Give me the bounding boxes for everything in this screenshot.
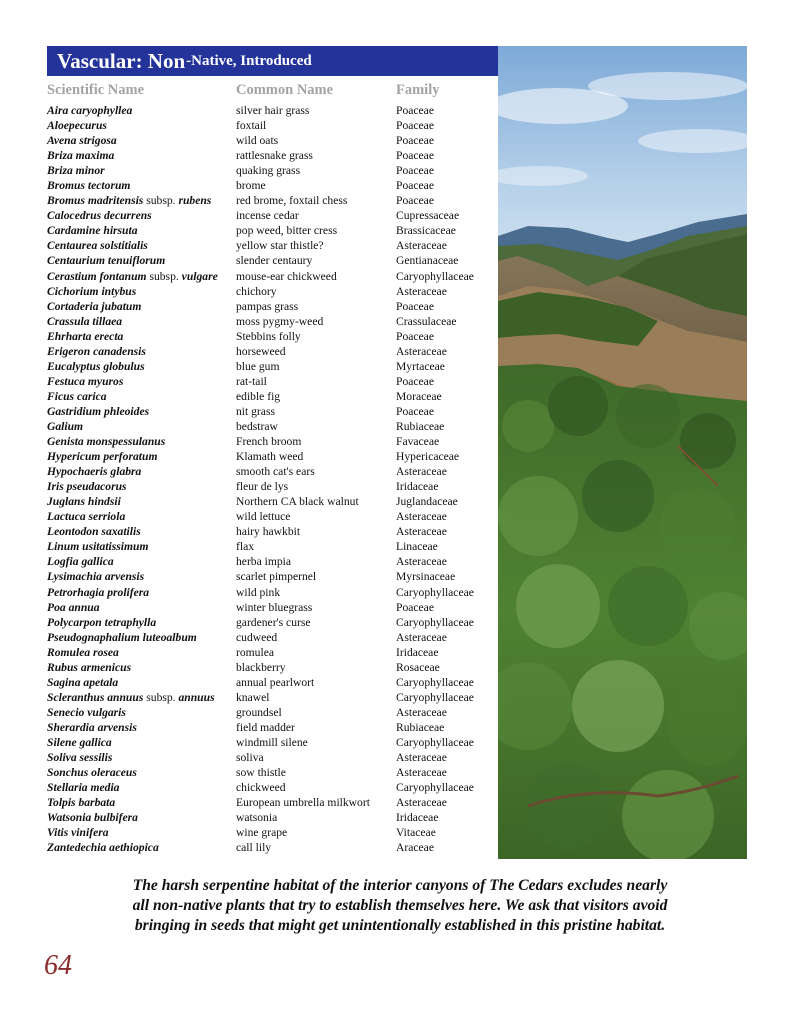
family-name: Caryophyllaceae xyxy=(396,781,474,795)
scientific-name xyxy=(47,690,215,705)
table-row xyxy=(0,208,498,223)
table-row xyxy=(0,509,498,524)
table-row xyxy=(0,825,498,840)
scientific-name xyxy=(47,133,117,148)
table-row xyxy=(0,103,498,118)
table-row xyxy=(0,720,498,735)
common-name: incense cedar xyxy=(236,209,299,223)
scientific-name-text: Gastridium phleoides xyxy=(47,404,150,418)
family-name: Myrtaceae xyxy=(396,359,445,373)
family-name: Iridaceae xyxy=(396,645,439,659)
caption-line: The harsh serpentine habitat of the interior canyons of The Cedars excludes nearly xyxy=(132,877,668,894)
table-row xyxy=(0,133,498,148)
section-subtitle: -Native, Introduced xyxy=(186,52,312,69)
family-name: Poaceae xyxy=(396,600,434,614)
scientific-name xyxy=(47,585,149,600)
scientific-name xyxy=(47,645,119,660)
common-name: bedstraw xyxy=(236,419,278,433)
common-name: soliva xyxy=(236,751,264,765)
table-row xyxy=(0,660,498,675)
family-name: Asteraceae xyxy=(396,465,447,479)
subspecies-marker: subsp. xyxy=(143,194,179,208)
family-name: Poaceae xyxy=(396,134,434,148)
scientific-name xyxy=(47,615,156,630)
family-name: Crassulaceae xyxy=(396,314,457,328)
common-name: European umbrella milkwort xyxy=(236,796,370,810)
table-row xyxy=(0,163,498,178)
table-row xyxy=(0,494,498,509)
scientific-name-text: Logfia gallica xyxy=(47,555,114,569)
table-row xyxy=(0,193,498,208)
scientific-name-text: Bromus madritensis xyxy=(47,194,144,208)
common-name: scarlet pimpernel xyxy=(236,570,317,584)
family-name: Moraceae xyxy=(396,389,442,403)
common-name: sow thistle xyxy=(236,766,286,780)
family-name: Cupressaceae xyxy=(396,209,460,223)
scientific-name-text: Cichorium intybus xyxy=(47,284,137,298)
species-table xyxy=(0,103,498,855)
scientific-name-text: Linum usitatissimum xyxy=(47,540,149,554)
scientific-name-text: Hypochaeris glabra xyxy=(47,465,142,479)
common-name: windmill silene xyxy=(236,735,308,749)
scientific-name xyxy=(47,795,115,810)
scientific-name xyxy=(47,269,218,284)
section-header xyxy=(47,46,498,76)
family-name: Asteraceae xyxy=(396,796,447,810)
scientific-name-text: Eucalyptus globulus xyxy=(47,359,145,373)
table-row xyxy=(0,795,498,810)
scientific-name-text: Juglans hindsii xyxy=(47,495,121,509)
subspecies-name: annuus xyxy=(178,690,215,704)
scientific-name xyxy=(47,630,197,645)
common-name: pop weed, bitter cress xyxy=(236,224,338,238)
family-name: Iridaceae xyxy=(396,480,439,494)
family-name: Asteraceae xyxy=(396,705,447,719)
table-row xyxy=(0,645,498,660)
scientific-name-text: Polycarpon tetraphylla xyxy=(47,615,157,629)
family-name: Poaceae xyxy=(396,149,434,163)
scientific-name-text: Briza minor xyxy=(47,164,105,178)
family-name: Asteraceae xyxy=(396,525,447,539)
table-row xyxy=(0,780,498,795)
family-name: Poaceae xyxy=(396,164,434,178)
common-name: call lily xyxy=(236,841,272,855)
table-row xyxy=(0,750,498,765)
table-row xyxy=(0,810,498,825)
family-name: Asteraceae xyxy=(396,284,447,298)
scientific-name xyxy=(47,238,148,253)
common-name: chichory xyxy=(236,284,277,298)
scientific-name-text: Silene gallica xyxy=(47,735,112,749)
family-name: Poaceae xyxy=(396,194,434,208)
family-name: Poaceae xyxy=(396,329,434,343)
table-row xyxy=(0,539,498,554)
scientific-name xyxy=(47,374,123,389)
family-name: Rubiaceae xyxy=(396,419,445,433)
common-name: wine grape xyxy=(236,826,288,840)
scientific-name xyxy=(47,600,100,615)
scientific-name-text: Ficus carica xyxy=(47,389,107,403)
subspecies-name: vulgare xyxy=(181,269,218,283)
scientific-name xyxy=(47,524,141,539)
table-row xyxy=(0,404,498,419)
scientific-name-text: Briza maxima xyxy=(47,149,115,163)
scientific-name-text: Scleranthus annuus xyxy=(47,690,144,704)
common-name: blackberry xyxy=(236,660,286,674)
table-row xyxy=(0,675,498,690)
family-name: Caryophyllaceae xyxy=(396,735,474,749)
scientific-name xyxy=(47,299,141,314)
scientific-name-text: Centaurium tenuiflorum xyxy=(47,254,166,268)
family-name: Asteraceae xyxy=(396,239,447,253)
scientific-name xyxy=(47,208,152,223)
table-row xyxy=(0,449,498,464)
table-row xyxy=(0,585,498,600)
scientific-name-text: Cortaderia jubatum xyxy=(47,299,142,313)
family-name: Asteraceae xyxy=(396,344,447,358)
scientific-name xyxy=(47,825,109,840)
scientific-name-text: Aloepecurus xyxy=(47,119,107,133)
scientific-name-text: Pseudognaphalium luteoalbum xyxy=(47,630,197,644)
family-name: Caryophyllaceae xyxy=(396,615,474,629)
table-row xyxy=(0,223,498,238)
common-name: horseweed xyxy=(236,344,286,358)
scientific-name xyxy=(47,329,123,344)
caption xyxy=(60,876,740,936)
scientific-name xyxy=(47,359,145,374)
table-row xyxy=(0,705,498,720)
table-row xyxy=(0,344,498,359)
landscape-photo xyxy=(498,46,747,859)
scientific-name xyxy=(47,569,144,584)
common-name: gardener's curse xyxy=(236,615,311,629)
common-name: cudweed xyxy=(236,630,278,644)
scientific-name-text: Leontodon saxatilis xyxy=(47,525,141,539)
common-name: rat-tail xyxy=(236,374,267,388)
scientific-name xyxy=(47,178,130,193)
table-row xyxy=(0,630,498,645)
family-name: Favaceae xyxy=(396,435,440,449)
common-name: edible fig xyxy=(236,389,281,403)
landscape-photo-illustration xyxy=(498,46,747,859)
common-name: fleur de lys xyxy=(236,480,289,494)
common-name: knawel xyxy=(236,690,270,704)
scientific-name-text: Bromus tectorum xyxy=(47,179,131,193)
family-name: Gentianaceae xyxy=(396,254,459,268)
common-name: groundsel xyxy=(236,705,282,719)
family-name: Poaceae xyxy=(396,374,434,388)
family-name: Caryophyllaceae xyxy=(396,269,474,283)
scientific-name-text: Petrorhagia prolifera xyxy=(47,585,150,599)
common-name: hairy hawkbit xyxy=(236,525,301,539)
scientific-name xyxy=(47,118,107,133)
scientific-name-text: Soliva sessilis xyxy=(47,751,113,765)
common-name: winter bluegrass xyxy=(236,600,313,614)
scientific-name xyxy=(47,750,112,765)
common-name: French broom xyxy=(236,435,302,449)
table-row xyxy=(0,314,498,329)
table-row xyxy=(0,253,498,268)
common-name: field madder xyxy=(236,720,295,734)
scientific-name-text: Centaurea solstitialis xyxy=(47,239,148,253)
table-row xyxy=(0,765,498,780)
family-name: Caryophyllaceae xyxy=(396,585,474,599)
scientific-name-text: Aira caryophyllea xyxy=(47,104,133,117)
table-row xyxy=(0,600,498,615)
common-name: wild lettuce xyxy=(236,510,291,524)
table-row xyxy=(0,419,498,434)
table-row xyxy=(0,434,498,449)
table-row xyxy=(0,735,498,750)
common-name: foxtail xyxy=(236,119,267,133)
common-name: slender centaury xyxy=(236,254,313,268)
family-name: Rosaceae xyxy=(396,660,440,674)
scientific-name-text: Iris pseudacorus xyxy=(47,480,127,494)
scientific-name xyxy=(47,720,137,735)
scientific-name-text: Sherardia arvensis xyxy=(47,720,137,734)
scientific-name-text: Ehrharta erecta xyxy=(47,329,124,343)
common-name: smooth cat's ears xyxy=(236,465,315,479)
scientific-name xyxy=(47,253,165,268)
scientific-name xyxy=(47,705,126,720)
family-name: Myrsinaceae xyxy=(396,570,456,584)
scientific-name xyxy=(47,103,132,118)
common-name: quaking grass xyxy=(236,164,301,178)
scientific-name xyxy=(47,314,122,329)
scientific-name-text: Cardamine hirsuta xyxy=(47,224,138,238)
scientific-name xyxy=(47,479,127,494)
family-name: Asteraceae xyxy=(396,630,447,644)
scientific-name xyxy=(47,494,121,509)
family-name: Brassicaceae xyxy=(396,224,456,238)
common-name: flax xyxy=(236,540,255,554)
scientific-name xyxy=(47,554,114,569)
table-row xyxy=(0,524,498,539)
scientific-name xyxy=(47,735,112,750)
scientific-name-text: Vitis vinifera xyxy=(47,826,109,840)
family-name: Asteraceae xyxy=(396,510,447,524)
common-name: Stebbins folly xyxy=(236,329,301,343)
common-name: wild oats xyxy=(236,134,279,148)
scientific-name-text: Festuca myuros xyxy=(47,374,124,388)
table-row xyxy=(0,148,498,163)
scientific-name-text: Poa annua xyxy=(47,600,100,614)
common-name: annual pearlwort xyxy=(236,675,315,689)
family-name: Poaceae xyxy=(396,119,434,133)
table-row xyxy=(0,479,498,494)
scientific-name-text: Crassula tillaea xyxy=(47,314,123,328)
scientific-name xyxy=(47,284,136,299)
scientific-name xyxy=(47,765,137,780)
table-row xyxy=(0,464,498,479)
scientific-name xyxy=(47,163,105,178)
family-name: Asteraceae xyxy=(396,751,447,765)
family-name: Poaceae xyxy=(396,179,434,193)
scientific-name-text: Sonchus oleraceus xyxy=(47,766,137,780)
scientific-name-text: Zantedechia aethiopica xyxy=(47,841,159,855)
scientific-name-text: Tolpis barbata xyxy=(47,796,116,810)
scientific-name-text: Stellaria media xyxy=(47,781,120,795)
scientific-name-text: Genista monspessulanus xyxy=(47,435,166,449)
family-name: Hypericaceae xyxy=(396,450,460,464)
scientific-name xyxy=(47,539,149,554)
table-row xyxy=(0,269,498,284)
scientific-name-text: Calocedrus decurrens xyxy=(47,209,152,223)
table-row xyxy=(0,615,498,630)
family-name: Asteraceae xyxy=(396,766,447,780)
scientific-name xyxy=(47,810,138,825)
family-name: Poaceae xyxy=(396,404,434,418)
table-row xyxy=(0,690,498,705)
scientific-name-text: Cerastium fontanum xyxy=(47,269,147,283)
scientific-name xyxy=(47,148,114,163)
family-name: Caryophyllaceae xyxy=(396,675,474,689)
table-row xyxy=(0,238,498,253)
common-name: rattlesnake grass xyxy=(236,149,313,163)
scientific-name xyxy=(47,404,149,419)
column-header-common: Common Name xyxy=(236,82,334,98)
common-name: blue gum xyxy=(236,359,280,373)
scientific-name xyxy=(47,193,211,208)
family-name: Iridaceae xyxy=(396,811,439,825)
subspecies-marker: subsp. xyxy=(143,690,179,704)
scientific-name xyxy=(47,464,141,479)
common-name: pampas grass xyxy=(236,299,299,313)
common-name: yellow star thistle? xyxy=(236,239,324,253)
family-name: Vitaceae xyxy=(396,826,436,840)
scientific-name-text: Senecio vulgaris xyxy=(47,705,126,719)
scientific-name-text: Lysimachia arvensis xyxy=(47,570,145,584)
common-name: red brome, foxtail chess xyxy=(236,194,348,208)
table-row xyxy=(0,178,498,193)
table-row xyxy=(0,329,498,344)
table-row xyxy=(0,299,498,314)
scientific-name-text: Lactuca serriola xyxy=(47,510,126,524)
scientific-name-text: Watsonia bulbifera xyxy=(47,811,138,825)
caption-line: bringing in seeds that might get unintentionally established in this pristine habitat. xyxy=(134,917,666,934)
column-header-scientific: Scientific Name xyxy=(47,82,145,98)
scientific-name xyxy=(47,434,165,449)
family-name: Araceae xyxy=(396,841,434,855)
table-row xyxy=(0,118,498,133)
scientific-name xyxy=(47,389,107,404)
scientific-name xyxy=(47,223,138,238)
common-name: watsonia xyxy=(236,811,278,825)
common-name: chickweed xyxy=(236,781,286,795)
family-name: Poaceae xyxy=(396,104,434,117)
caption-line: all non-native plants that try to establish themselves here. We ask that visitors avoid xyxy=(132,897,668,914)
page-number: 64 xyxy=(44,950,72,981)
table-row xyxy=(0,389,498,404)
common-name: silver hair grass xyxy=(236,104,310,117)
table-row xyxy=(0,374,498,389)
common-name: herba impia xyxy=(236,555,292,569)
family-name: Caryophyllaceae xyxy=(396,690,474,704)
table-row xyxy=(0,569,498,584)
scientific-name xyxy=(47,660,131,675)
subspecies-marker: subsp. xyxy=(146,269,182,283)
scientific-name-text: Sagina apetala xyxy=(47,675,119,689)
family-name: Poaceae xyxy=(396,299,434,313)
family-name: Rubiaceae xyxy=(396,720,445,734)
scientific-name-text: Erigeron canadensis xyxy=(47,344,146,358)
scientific-name-text: Rubus armenicus xyxy=(47,660,132,674)
scientific-name xyxy=(47,675,118,690)
scientific-name-text: Romulea rosea xyxy=(47,645,119,659)
scientific-name xyxy=(47,840,159,855)
common-name: moss pygmy-weed xyxy=(236,314,324,328)
table-row xyxy=(0,554,498,569)
scientific-name-text: Hypericum perforatum xyxy=(47,450,158,464)
column-header-family: Family xyxy=(396,82,440,98)
table-row xyxy=(0,284,498,299)
table-row xyxy=(0,359,498,374)
scientific-name-text: Galium xyxy=(47,419,84,433)
section-title: Vascular: Non xyxy=(57,48,186,73)
common-name: wild pink xyxy=(236,585,281,599)
column-headers xyxy=(0,82,498,100)
scientific-name xyxy=(47,509,125,524)
family-name: Asteraceae xyxy=(396,555,447,569)
subspecies-name: rubens xyxy=(178,194,212,208)
common-name: brome xyxy=(236,179,266,193)
family-name: Linaceae xyxy=(396,540,438,554)
common-name: nit grass xyxy=(236,404,275,418)
scientific-name xyxy=(47,780,119,795)
scientific-name xyxy=(47,419,83,434)
common-name: Northern CA black walnut xyxy=(236,495,359,509)
family-name: Juglandaceae xyxy=(396,495,458,509)
scientific-name-text: Avena strigosa xyxy=(47,134,117,148)
scientific-name xyxy=(47,344,146,359)
common-name: romulea xyxy=(236,645,274,659)
common-name: mouse-ear chickweed xyxy=(236,269,337,283)
scientific-name xyxy=(47,449,157,464)
common-name: Klamath weed xyxy=(236,450,304,464)
table-row xyxy=(0,840,498,855)
